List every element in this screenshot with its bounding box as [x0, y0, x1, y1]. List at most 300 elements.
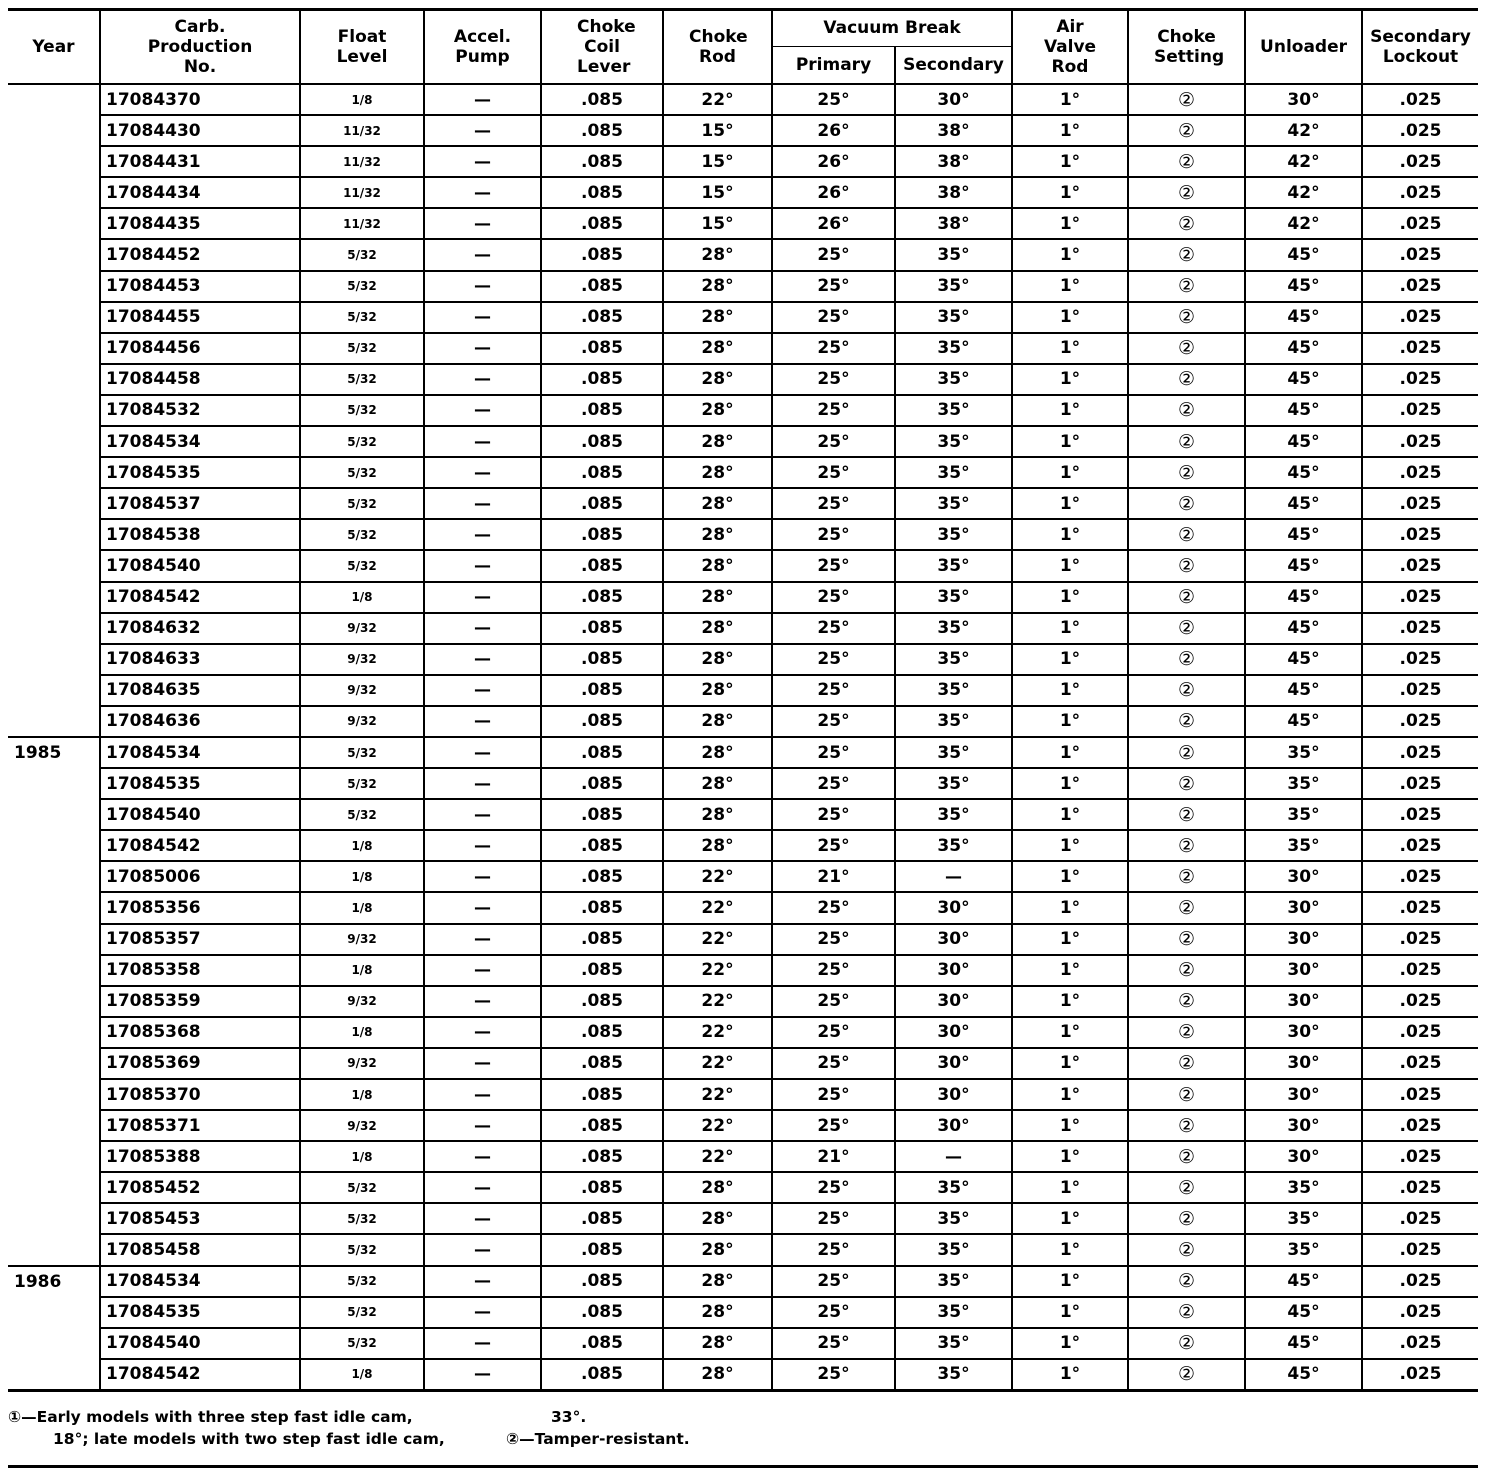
choke-coil-lever-cell: .085 — [541, 830, 663, 861]
unloader-cell: 30° — [1245, 861, 1362, 892]
air-valve-rod-cell: 1° — [1012, 861, 1128, 892]
carb-production-no-cell: 17084434 — [100, 177, 300, 208]
secondary-lockout-cell: .025 — [1362, 1203, 1478, 1234]
choke-coil-lever-cell: .085 — [541, 426, 663, 457]
vacuum-break-secondary-cell: 30° — [895, 1079, 1012, 1110]
choke-coil-lever-cell: .085 — [541, 675, 663, 706]
choke-setting-cell: ② — [1128, 239, 1245, 270]
choke-setting-cell: ② — [1128, 582, 1245, 613]
choke-setting-cell: ② — [1128, 613, 1245, 644]
float-level-cell: 1/8 — [300, 830, 424, 861]
secondary-lockout-cell: .025 — [1362, 737, 1478, 768]
air-valve-rod-cell: 1° — [1012, 364, 1128, 395]
year-cell — [8, 115, 100, 146]
choke-rod-cell: 22° — [663, 1141, 772, 1172]
vacuum-break-primary-cell: 25° — [772, 550, 895, 581]
year-cell — [8, 488, 100, 519]
secondary-lockout-cell: .025 — [1362, 830, 1478, 861]
accel-pump-cell: — — [424, 177, 541, 208]
carb-production-no-cell: 17084632 — [100, 613, 300, 644]
choke-coil-lever-cell: .085 — [541, 1234, 663, 1265]
footnote-2 — [506, 1406, 690, 1450]
choke-setting-cell: ② — [1128, 1172, 1245, 1203]
year-cell — [8, 1017, 100, 1048]
accel-pump-cell: — — [424, 1359, 541, 1391]
table-row — [8, 955, 1478, 986]
choke-rod-cell: 28° — [663, 519, 772, 550]
table-row — [8, 208, 1478, 239]
air-valve-rod-cell: 1° — [1012, 177, 1128, 208]
year-cell — [8, 830, 100, 861]
unloader-cell: 30° — [1245, 892, 1362, 923]
choke-setting-cell: ② — [1128, 892, 1245, 923]
float-level-cell: 5/32 — [300, 1266, 424, 1297]
year-cell — [8, 799, 100, 830]
choke-coil-lever-cell: .085 — [541, 115, 663, 146]
choke-rod-cell: 22° — [663, 1110, 772, 1141]
year-cell — [8, 519, 100, 550]
air-valve-rod-cell: 1° — [1012, 1110, 1128, 1141]
unloader-cell: 42° — [1245, 146, 1362, 177]
year-cell — [8, 364, 100, 395]
air-valve-rod-cell: 1° — [1012, 1297, 1128, 1328]
vacuum-break-secondary-cell: — — [895, 1141, 1012, 1172]
carb-production-no-cell: 17084534 — [100, 426, 300, 457]
header-primary: Primary — [772, 47, 895, 85]
vacuum-break-primary-cell: 25° — [772, 1203, 895, 1234]
table-row — [8, 582, 1478, 613]
vacuum-break-primary-cell: 25° — [772, 1048, 895, 1079]
year-cell — [8, 1141, 100, 1172]
carb-production-no-cell: 17084542 — [100, 830, 300, 861]
vacuum-break-secondary-cell: 38° — [895, 146, 1012, 177]
unloader-cell: 30° — [1245, 1017, 1362, 1048]
choke-coil-lever-cell: .085 — [541, 1266, 663, 1297]
choke-setting-cell: ② — [1128, 550, 1245, 581]
choke-setting-cell: ② — [1128, 302, 1245, 333]
carb-production-no-cell: 17084370 — [100, 84, 300, 115]
air-valve-rod-cell: 1° — [1012, 1266, 1128, 1297]
accel-pump-cell: — — [424, 115, 541, 146]
air-valve-rod-cell: 1° — [1012, 550, 1128, 581]
unloader-cell: 30° — [1245, 1079, 1362, 1110]
choke-rod-cell: 28° — [663, 613, 772, 644]
table-row — [8, 892, 1478, 923]
vacuum-break-primary-cell: 25° — [772, 271, 895, 302]
vacuum-break-primary-cell: 25° — [772, 364, 895, 395]
table-row — [8, 1172, 1478, 1203]
vacuum-break-secondary-cell: 35° — [895, 830, 1012, 861]
vacuum-break-secondary-cell: 35° — [895, 1328, 1012, 1359]
vacuum-break-secondary-cell: 35° — [895, 582, 1012, 613]
year-cell: 1986 — [8, 1266, 100, 1297]
secondary-lockout-cell: .025 — [1362, 675, 1478, 706]
vacuum-break-secondary-cell: 38° — [895, 208, 1012, 239]
unloader-cell: 30° — [1245, 1048, 1362, 1079]
air-valve-rod-cell: 1° — [1012, 892, 1128, 923]
air-valve-rod-cell: 1° — [1012, 1359, 1128, 1391]
table-row — [8, 1328, 1478, 1359]
carb-production-no-cell: 17085356 — [100, 892, 300, 923]
carb-production-no-cell: 17084540 — [100, 550, 300, 581]
unloader-cell: 45° — [1245, 271, 1362, 302]
choke-rod-cell: 28° — [663, 333, 772, 364]
choke-rod-cell: 28° — [663, 488, 772, 519]
vacuum-break-secondary-cell: 30° — [895, 955, 1012, 986]
accel-pump-cell: — — [424, 146, 541, 177]
table-row — [8, 519, 1478, 550]
float-level-cell: 9/32 — [300, 644, 424, 675]
float-level-cell: 5/32 — [300, 550, 424, 581]
float-level-cell: 5/32 — [300, 271, 424, 302]
carb-production-no-cell: 17084540 — [100, 1328, 300, 1359]
unloader-cell: 45° — [1245, 302, 1362, 333]
air-valve-rod-cell: 1° — [1012, 239, 1128, 270]
header-accel-pump: Accel. Pump — [424, 10, 541, 84]
year-cell — [8, 208, 100, 239]
accel-pump-cell: — — [424, 986, 541, 1017]
secondary-lockout-cell: .025 — [1362, 955, 1478, 986]
year-cell — [8, 582, 100, 613]
vacuum-break-primary-cell: 25° — [772, 302, 895, 333]
choke-setting-cell: ② — [1128, 488, 1245, 519]
choke-coil-lever-cell: .085 — [541, 302, 663, 333]
header-year: Year — [8, 10, 100, 84]
choke-setting-cell: ② — [1128, 830, 1245, 861]
vacuum-break-primary-cell: 25° — [772, 1266, 895, 1297]
secondary-lockout-cell: .025 — [1362, 177, 1478, 208]
vacuum-break-secondary-cell: 35° — [895, 1203, 1012, 1234]
choke-setting-cell: ② — [1128, 457, 1245, 488]
secondary-lockout-cell: .025 — [1362, 861, 1478, 892]
year-cell — [8, 986, 100, 1017]
choke-setting-cell: ② — [1128, 1203, 1245, 1234]
choke-coil-lever-cell: .085 — [541, 395, 663, 426]
carb-production-no-cell: 17084453 — [100, 271, 300, 302]
table-row — [8, 799, 1478, 830]
choke-rod-cell: 28° — [663, 364, 772, 395]
secondary-lockout-cell: .025 — [1362, 1328, 1478, 1359]
choke-coil-lever-cell: .085 — [541, 177, 663, 208]
choke-rod-cell: 28° — [663, 706, 772, 737]
choke-rod-cell: 22° — [663, 1079, 772, 1110]
vacuum-break-secondary-cell: 35° — [895, 799, 1012, 830]
accel-pump-cell: — — [424, 1297, 541, 1328]
table-row — [8, 1359, 1478, 1391]
choke-setting-cell: ② — [1128, 924, 1245, 955]
year-cell — [8, 1359, 100, 1391]
unloader-cell: 45° — [1245, 519, 1362, 550]
year-cell — [8, 395, 100, 426]
vacuum-break-primary-cell: 25° — [772, 239, 895, 270]
float-level-cell: 11/32 — [300, 115, 424, 146]
vacuum-break-primary-cell: 25° — [772, 644, 895, 675]
footnote-1 — [8, 1406, 445, 1450]
table-row — [8, 115, 1478, 146]
accel-pump-cell: — — [424, 364, 541, 395]
air-valve-rod-cell: 1° — [1012, 1328, 1128, 1359]
year-cell — [8, 644, 100, 675]
vacuum-break-secondary-cell: 35° — [895, 364, 1012, 395]
float-level-cell: 9/32 — [300, 675, 424, 706]
year-cell — [8, 1110, 100, 1141]
float-level-cell: 5/32 — [300, 519, 424, 550]
table-row — [8, 1048, 1478, 1079]
air-valve-rod-cell: 1° — [1012, 302, 1128, 333]
vacuum-break-primary-cell: 25° — [772, 1110, 895, 1141]
vacuum-break-primary-cell: 25° — [772, 830, 895, 861]
choke-coil-lever-cell: .085 — [541, 892, 663, 923]
table-row — [8, 239, 1478, 270]
choke-rod-cell: 28° — [663, 239, 772, 270]
vacuum-break-primary-cell: 21° — [772, 1141, 895, 1172]
secondary-lockout-cell: .025 — [1362, 488, 1478, 519]
choke-coil-lever-cell: .085 — [541, 1110, 663, 1141]
choke-rod-cell: 28° — [663, 1234, 772, 1265]
choke-rod-cell: 28° — [663, 395, 772, 426]
carb-production-no-cell: 17084542 — [100, 582, 300, 613]
table-row — [8, 1297, 1478, 1328]
choke-coil-lever-cell: .085 — [541, 208, 663, 239]
choke-setting-cell: ② — [1128, 799, 1245, 830]
carb-production-no-cell: 17084455 — [100, 302, 300, 333]
choke-coil-lever-cell: .085 — [541, 582, 663, 613]
header-unloader: Unloader — [1245, 10, 1362, 84]
air-valve-rod-cell: 1° — [1012, 519, 1128, 550]
vacuum-break-primary-cell: 25° — [772, 1079, 895, 1110]
vacuum-break-secondary-cell: 35° — [895, 613, 1012, 644]
carb-production-no-cell: 17085458 — [100, 1234, 300, 1265]
table-row — [8, 84, 1478, 115]
float-level-cell: 9/32 — [300, 986, 424, 1017]
year-cell — [8, 861, 100, 892]
vacuum-break-secondary-cell: 35° — [895, 271, 1012, 302]
footnote-2-text: ②—Tamper-resistant. — [506, 1430, 690, 1448]
carb-production-no-cell: 17085368 — [100, 1017, 300, 1048]
choke-setting-cell: ② — [1128, 426, 1245, 457]
choke-coil-lever-cell: .085 — [541, 146, 663, 177]
choke-setting-cell: ② — [1128, 146, 1245, 177]
choke-setting-cell: ② — [1128, 364, 1245, 395]
vacuum-break-secondary-cell: 35° — [895, 488, 1012, 519]
choke-coil-lever-cell: .085 — [541, 799, 663, 830]
air-valve-rod-cell: 1° — [1012, 799, 1128, 830]
secondary-lockout-cell: .025 — [1362, 208, 1478, 239]
float-level-cell: 1/8 — [300, 84, 424, 115]
choke-setting-cell: ② — [1128, 737, 1245, 768]
vacuum-break-secondary-cell: 35° — [895, 1266, 1012, 1297]
choke-rod-cell: 22° — [663, 892, 772, 923]
footnote-1-line-1: ①—Early models with three step fast idle cam, — [8, 1408, 413, 1426]
year-cell: 1985 — [8, 737, 100, 768]
unloader-cell: 30° — [1245, 924, 1362, 955]
vacuum-break-secondary-cell: 35° — [895, 675, 1012, 706]
choke-setting-cell: ② — [1128, 955, 1245, 986]
secondary-lockout-cell: .025 — [1362, 986, 1478, 1017]
air-valve-rod-cell: 1° — [1012, 1141, 1128, 1172]
vacuum-break-primary-cell: 25° — [772, 1297, 895, 1328]
table-row — [8, 644, 1478, 675]
carb-production-no-cell: 17084431 — [100, 146, 300, 177]
choke-rod-cell: 22° — [663, 986, 772, 1017]
secondary-lockout-cell: .025 — [1362, 333, 1478, 364]
float-level-cell: 5/32 — [300, 1328, 424, 1359]
secondary-lockout-cell: .025 — [1362, 613, 1478, 644]
unloader-cell: 35° — [1245, 1234, 1362, 1265]
float-level-cell: 11/32 — [300, 146, 424, 177]
vacuum-break-primary-cell: 25° — [772, 1328, 895, 1359]
year-cell — [8, 1203, 100, 1234]
choke-rod-cell: 28° — [663, 1203, 772, 1234]
float-level-cell: 5/32 — [300, 1297, 424, 1328]
choke-setting-cell: ② — [1128, 1110, 1245, 1141]
vacuum-break-primary-cell: 25° — [772, 519, 895, 550]
accel-pump-cell: — — [424, 799, 541, 830]
air-valve-rod-cell: 1° — [1012, 1048, 1128, 1079]
carb-production-no-cell: 17085357 — [100, 924, 300, 955]
header-carb-production-no: Carb. Production No. — [100, 10, 300, 84]
unloader-cell: 45° — [1245, 1328, 1362, 1359]
vacuum-break-secondary-cell: 38° — [895, 177, 1012, 208]
bottom-rule — [8, 1465, 1478, 1468]
vacuum-break-secondary-cell: 35° — [895, 457, 1012, 488]
unloader-cell: 42° — [1245, 208, 1362, 239]
vacuum-break-secondary-cell: 30° — [895, 84, 1012, 115]
choke-coil-lever-cell: .085 — [541, 1359, 663, 1391]
choke-coil-lever-cell: .085 — [541, 1297, 663, 1328]
table-row — [8, 488, 1478, 519]
choke-rod-cell: 28° — [663, 675, 772, 706]
choke-setting-cell: ② — [1128, 706, 1245, 737]
year-cell — [8, 1079, 100, 1110]
float-level-cell: 9/32 — [300, 1048, 424, 1079]
choke-rod-cell: 28° — [663, 457, 772, 488]
table-row — [8, 1017, 1478, 1048]
choke-rod-cell: 28° — [663, 1297, 772, 1328]
float-level-cell: 9/32 — [300, 924, 424, 955]
table-row — [8, 675, 1478, 706]
float-level-cell: 1/8 — [300, 1359, 424, 1391]
carb-production-no-cell: 17085369 — [100, 1048, 300, 1079]
float-level-cell: 5/32 — [300, 395, 424, 426]
vacuum-break-primary-cell: 25° — [772, 955, 895, 986]
air-valve-rod-cell: 1° — [1012, 706, 1128, 737]
table-row — [8, 737, 1478, 768]
air-valve-rod-cell: 1° — [1012, 333, 1128, 364]
choke-rod-cell: 28° — [663, 271, 772, 302]
secondary-lockout-cell: .025 — [1362, 364, 1478, 395]
unloader-cell: 42° — [1245, 115, 1362, 146]
unloader-cell: 45° — [1245, 333, 1362, 364]
air-valve-rod-cell: 1° — [1012, 395, 1128, 426]
carb-production-no-cell: 17085358 — [100, 955, 300, 986]
air-valve-rod-cell: 1° — [1012, 986, 1128, 1017]
choke-rod-cell: 22° — [663, 924, 772, 955]
air-valve-rod-cell: 1° — [1012, 84, 1128, 115]
secondary-lockout-cell: .025 — [1362, 395, 1478, 426]
table-row — [8, 146, 1478, 177]
unloader-cell: 45° — [1245, 644, 1362, 675]
accel-pump-cell: — — [424, 1079, 541, 1110]
year-cell — [8, 768, 100, 799]
choke-rod-cell: 28° — [663, 302, 772, 333]
choke-setting-cell: ② — [1128, 1048, 1245, 1079]
choke-setting-cell: ② — [1128, 208, 1245, 239]
table-row — [8, 1110, 1478, 1141]
vacuum-break-primary-cell: 25° — [772, 395, 895, 426]
header-choke-coil-lever: Choke Coil Lever — [541, 10, 663, 84]
table-row — [8, 426, 1478, 457]
unloader-cell: 45° — [1245, 706, 1362, 737]
accel-pump-cell: — — [424, 1172, 541, 1203]
accel-pump-cell: — — [424, 675, 541, 706]
choke-coil-lever-cell: .085 — [541, 364, 663, 395]
vacuum-break-primary-cell: 25° — [772, 986, 895, 1017]
choke-coil-lever-cell: .085 — [541, 1079, 663, 1110]
vacuum-break-secondary-cell: 30° — [895, 986, 1012, 1017]
accel-pump-cell: — — [424, 1203, 541, 1234]
vacuum-break-secondary-cell: 35° — [895, 1297, 1012, 1328]
accel-pump-cell: — — [424, 519, 541, 550]
vacuum-break-primary-cell: 25° — [772, 1234, 895, 1265]
choke-rod-cell: 28° — [663, 1359, 772, 1391]
vacuum-break-secondary-cell: 30° — [895, 1017, 1012, 1048]
choke-coil-lever-cell: .085 — [541, 457, 663, 488]
unloader-cell: 30° — [1245, 1141, 1362, 1172]
air-valve-rod-cell: 1° — [1012, 115, 1128, 146]
secondary-lockout-cell: .025 — [1362, 239, 1478, 270]
air-valve-rod-cell: 1° — [1012, 675, 1128, 706]
choke-coil-lever-cell: .085 — [541, 84, 663, 115]
secondary-lockout-cell: .025 — [1362, 115, 1478, 146]
vacuum-break-primary-cell: 25° — [772, 892, 895, 923]
float-level-cell: 5/32 — [300, 768, 424, 799]
unloader-cell: 45° — [1245, 550, 1362, 581]
vacuum-break-primary-cell: 25° — [772, 1172, 895, 1203]
year-cell — [8, 955, 100, 986]
choke-rod-cell: 28° — [663, 737, 772, 768]
choke-rod-cell: 22° — [663, 955, 772, 986]
choke-rod-cell: 28° — [663, 799, 772, 830]
float-level-cell: 11/32 — [300, 208, 424, 239]
unloader-cell: 45° — [1245, 239, 1362, 270]
secondary-lockout-cell: .025 — [1362, 271, 1478, 302]
accel-pump-cell: — — [424, 768, 541, 799]
carb-production-no-cell: 17084456 — [100, 333, 300, 364]
unloader-cell: 35° — [1245, 737, 1362, 768]
carburetor-specs-table — [8, 10, 1478, 1392]
carb-production-no-cell: 17085371 — [100, 1110, 300, 1141]
choke-rod-cell: 28° — [663, 644, 772, 675]
carb-production-no-cell: 17085006 — [100, 861, 300, 892]
carb-production-no-cell: 17085370 — [100, 1079, 300, 1110]
table-row — [8, 271, 1478, 302]
header-choke-setting: Choke Setting — [1128, 10, 1245, 84]
carb-production-no-cell: 17084535 — [100, 1297, 300, 1328]
year-cell — [8, 1172, 100, 1203]
secondary-lockout-cell: .025 — [1362, 644, 1478, 675]
unloader-cell: 35° — [1245, 830, 1362, 861]
accel-pump-cell: — — [424, 1048, 541, 1079]
accel-pump-cell: — — [424, 426, 541, 457]
accel-pump-cell: — — [424, 737, 541, 768]
accel-pump-cell: — — [424, 1141, 541, 1172]
vacuum-break-secondary-cell: 30° — [895, 1048, 1012, 1079]
choke-coil-lever-cell: .085 — [541, 1172, 663, 1203]
choke-setting-cell: ② — [1128, 1141, 1245, 1172]
unloader-cell: 45° — [1245, 395, 1362, 426]
air-valve-rod-cell: 1° — [1012, 271, 1128, 302]
